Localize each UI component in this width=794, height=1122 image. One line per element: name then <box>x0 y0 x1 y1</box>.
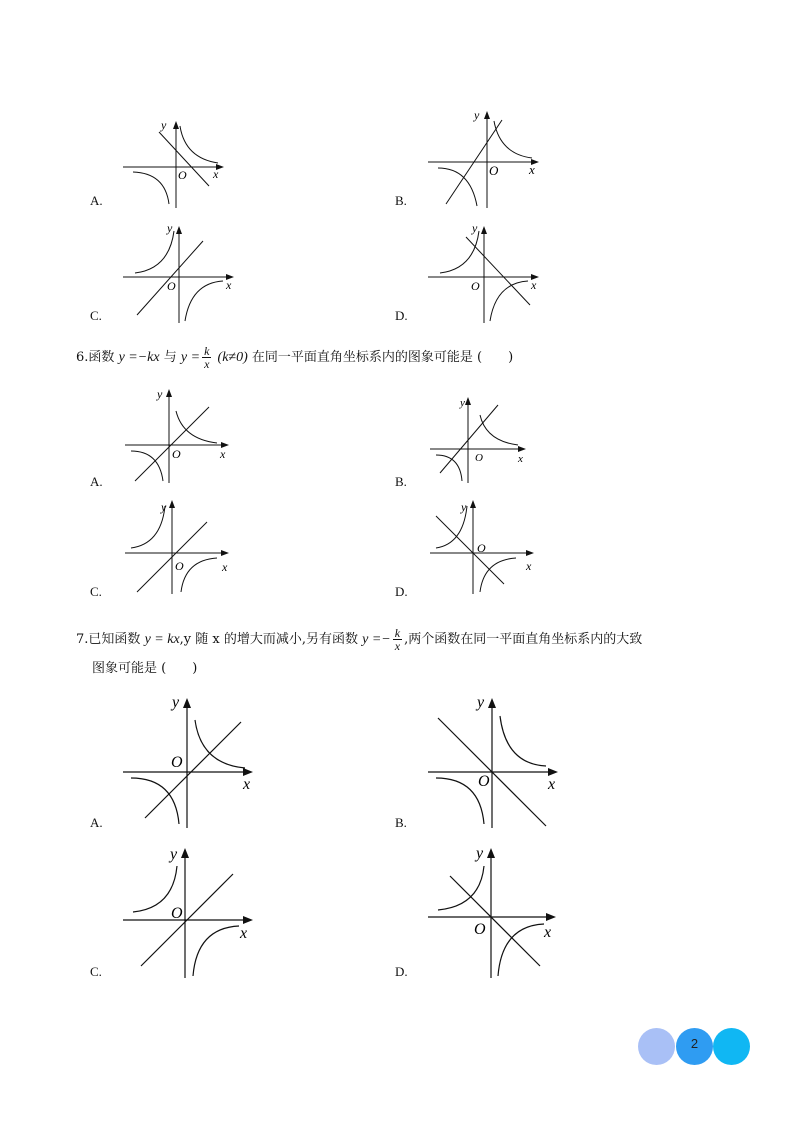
question-number: 7. <box>76 632 89 647</box>
y-arrow <box>166 389 172 397</box>
x-label: x <box>240 925 248 942</box>
option-label-6c: C. <box>90 584 102 599</box>
y-arrow <box>183 698 191 708</box>
line-graph <box>466 237 530 305</box>
option-label-7b: B. <box>395 815 407 830</box>
x-label: x <box>544 924 552 941</box>
origin-label: O <box>471 279 480 293</box>
option-label-6b: B. <box>395 474 407 489</box>
graph-5c <box>123 221 238 325</box>
option-label-5b: B. <box>395 193 407 208</box>
hyperbola-branch-1 <box>135 231 174 273</box>
x-label: x <box>222 560 228 574</box>
line-graph <box>145 722 241 818</box>
x-arrow <box>221 550 229 556</box>
function-2-lhs: y = <box>180 350 201 365</box>
x-label: x <box>518 453 523 465</box>
y-label: y <box>157 387 163 401</box>
y-arrow <box>488 698 496 708</box>
graph-6b-svg <box>430 393 530 485</box>
graph-6a <box>125 385 235 485</box>
graph-5a-svg <box>123 118 228 210</box>
y-arrow <box>481 226 487 234</box>
question-7-stem-line-2: 图象可能是 ( ) <box>92 661 198 676</box>
option-label-5c: C. <box>90 308 102 323</box>
y-label: y <box>476 845 484 862</box>
origin-label: O <box>171 905 183 922</box>
origin-label: O <box>172 447 181 461</box>
y-arrow <box>169 500 175 508</box>
hyperbola-branch-2 <box>181 558 217 592</box>
x-label: x <box>213 167 219 181</box>
hyperbola-branch-2 <box>436 455 462 481</box>
hyperbola-branch-2 <box>480 558 516 592</box>
question-7-stem: 7.已知函数 y = kx,y 随 x 的增大而减小,另有函数 y =− $\frac{k}{x}$ ,两个函数在同一平面直角坐标系内的大致 <box>76 626 643 653</box>
graph-7a-svg <box>123 690 263 830</box>
graph-7c-svg <box>123 840 263 980</box>
function-1: y =−kx <box>118 350 160 365</box>
hyperbola-branch-1 <box>180 126 218 163</box>
origin-label: O <box>178 168 187 182</box>
graph-5d-svg <box>428 221 543 325</box>
x-label: x <box>531 278 537 292</box>
line-graph <box>135 407 209 481</box>
question-6-stem: 6.函数 y =−kx 与 y = $\frac{k}{x}$ (k≠0) 在同一平面直角坐标系内的图象可能是 ( ) <box>76 344 514 371</box>
graph-7b-svg <box>428 690 568 830</box>
y-label: y <box>167 221 173 235</box>
hyperbola-branch-2 <box>131 451 163 481</box>
option-label-7c: C. <box>90 964 102 979</box>
condition: (k≠0) <box>217 350 248 365</box>
origin-label: O <box>167 279 176 293</box>
graph-6b <box>430 393 530 485</box>
y-label: y <box>474 108 480 122</box>
hyperbola-branch-2 <box>193 926 239 976</box>
graph-6c <box>125 496 235 596</box>
function-1: y = kx <box>144 632 180 647</box>
graph-7b <box>428 690 568 830</box>
y-arrow <box>465 397 471 405</box>
x-label: x <box>548 776 556 793</box>
origin-label: O <box>478 773 490 790</box>
hyperbola-branch-2 <box>436 778 484 824</box>
x-arrow <box>243 768 253 776</box>
line-graph <box>137 241 203 315</box>
x-label: x <box>243 776 251 793</box>
hyperbola-branch-2 <box>498 924 544 976</box>
y-label: y <box>477 694 485 711</box>
graph-5b-svg <box>428 106 543 210</box>
y-arrow <box>176 226 182 234</box>
y-label: y <box>170 846 178 863</box>
y-arrow <box>181 848 189 858</box>
line-graph <box>436 516 504 584</box>
x-arrow <box>243 916 253 924</box>
fraction-k-over-x: $\frac{k}{x}$ <box>204 344 210 371</box>
question-number: 6. <box>76 350 89 365</box>
option-label-5d: D. <box>395 308 408 323</box>
fraction-k-over-x: $\frac{k}{x}$ <box>394 626 401 653</box>
hyperbola-branch-1 <box>131 506 165 548</box>
y-label: y <box>460 397 465 409</box>
hyperbola-branch-2 <box>133 172 169 204</box>
option-label-7d: D. <box>395 964 408 979</box>
graph-6a-svg <box>125 385 235 485</box>
origin-label: O <box>477 541 486 555</box>
y-label: y <box>172 694 180 711</box>
graph-6d <box>430 496 540 596</box>
y-label: y <box>472 221 478 235</box>
hyperbola-branch-1 <box>494 121 532 158</box>
graph-5c-svg <box>123 221 238 325</box>
question-text: 在同一平面直角坐标系内的图象可能是 ( ) <box>251 350 514 365</box>
option-label-6a: A. <box>90 474 103 489</box>
graph-7a <box>123 690 263 830</box>
line-graph <box>450 876 540 966</box>
y-label: y <box>461 500 467 514</box>
option-label-5a: A. <box>90 193 103 208</box>
x-label: x <box>220 447 226 461</box>
y-arrow <box>484 111 490 119</box>
graph-5a <box>123 118 228 210</box>
graph-5b <box>428 106 543 210</box>
x-arrow <box>526 550 534 556</box>
hyperbola-branch-1 <box>176 411 217 443</box>
y-arrow <box>470 500 476 508</box>
option-label-7a: A. <box>90 815 103 830</box>
graph-6d-svg <box>430 496 540 596</box>
decor-dot-1 <box>638 1028 675 1065</box>
line-graph <box>440 405 498 473</box>
x-arrow <box>546 913 556 921</box>
hyperbola-branch-1 <box>500 716 546 766</box>
y-label: y <box>161 118 167 132</box>
origin-label: O <box>171 754 183 771</box>
origin-label: O <box>474 921 486 938</box>
x-label: x <box>526 559 532 573</box>
graph-7d-svg <box>428 840 568 980</box>
x-arrow <box>518 446 526 452</box>
hyperbola-branch-2 <box>185 281 223 321</box>
option-label-6d: D. <box>395 584 408 599</box>
page-number-badge <box>636 1026 752 1066</box>
origin-label: O <box>475 452 483 464</box>
question-text: ,两个函数在同一平面直角坐标系内的大致 <box>404 632 643 647</box>
x-label: x <box>529 162 535 177</box>
page-number: 2 <box>690 1036 699 1051</box>
origin-label: O <box>175 559 184 573</box>
graph-5d <box>428 221 543 325</box>
graph-7c <box>123 840 263 980</box>
hyperbola-branch-2 <box>131 778 179 824</box>
hyperbola-branch-1 <box>440 231 479 273</box>
graph-6c-svg <box>125 496 235 596</box>
y-arrow <box>487 848 495 858</box>
function-2-lhs: y =− <box>362 632 391 647</box>
x-label: x <box>226 278 232 292</box>
origin-label: O <box>489 163 499 178</box>
x-arrow <box>548 768 558 776</box>
decor-dot-3 <box>713 1028 750 1065</box>
graph-7d <box>428 840 568 980</box>
y-arrow <box>173 121 179 129</box>
hyperbola-branch-2 <box>490 281 528 321</box>
y-label: y <box>161 500 167 514</box>
